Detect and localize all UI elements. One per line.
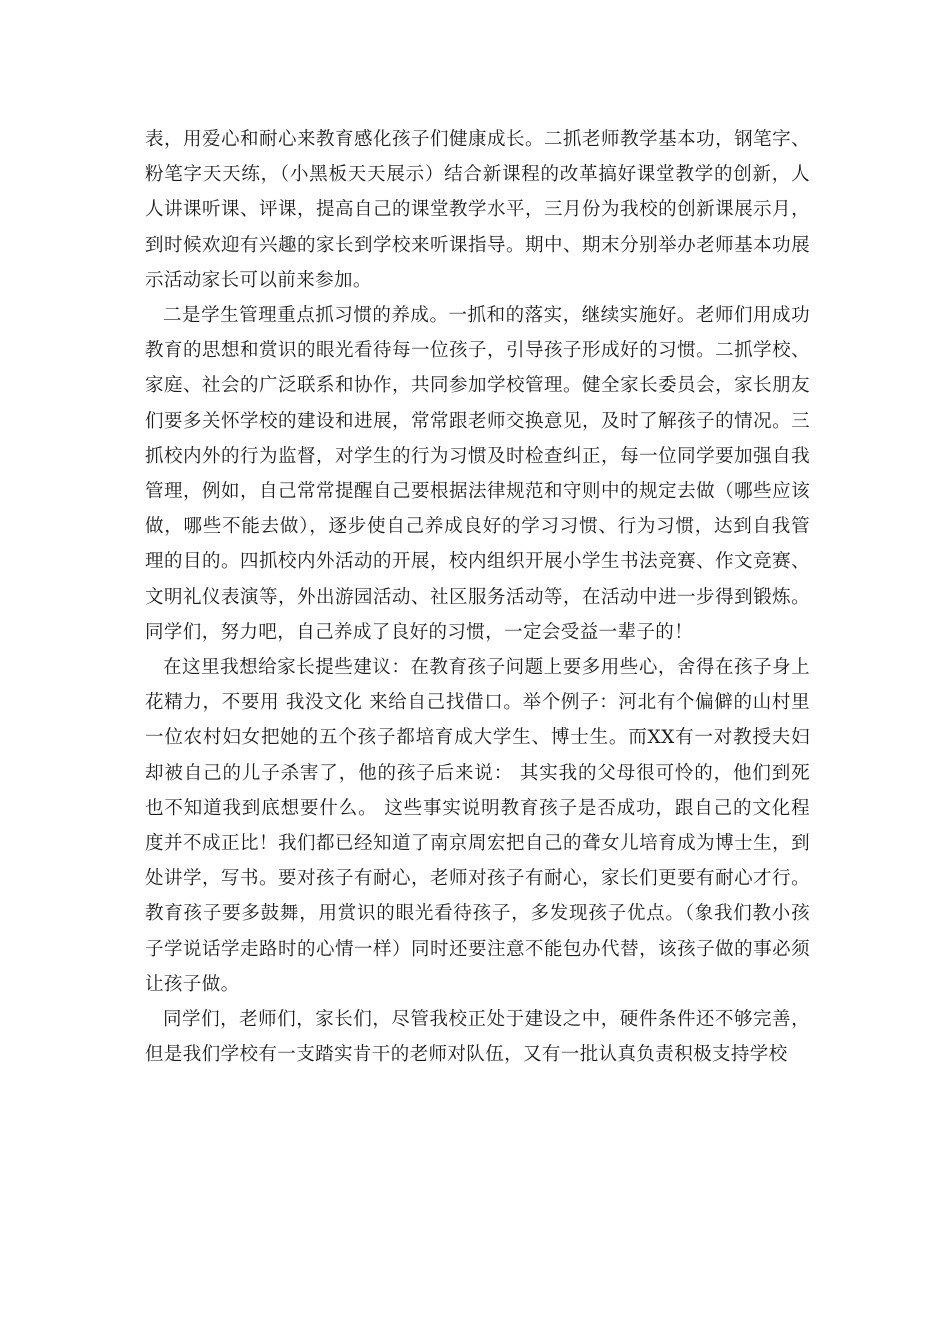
document-body: [145, 122, 810, 1072]
paragraph-1: 表，用爱心和耐心来教育感化孩子们健康成长。二抓老师教学基本功，钢笔字、粉笔字天天练，（小黑板天天展示）结合新课程的改革搞好课堂教学的创新，人人讲课听课、评课，提高自己的课堂教学水平，三月份为我校的创新课展示月，到时候欢迎有兴趣的家长到学校来听课指导。期中、期末分别举办老师基本功展示活动家长可以前来参加。: [145, 129, 810, 291]
paragraph-4: 同学们，老师们，家长们，尽管我校正处于建设之中，硬件条件还不够完善，但是我们学校有一支踏实肯干的老师对队伍，又有一批认真负责积极支持学校: [145, 1009, 810, 1066]
paragraph-2: 二是学生管理重点抓习惯的养成。一抓和的落实，继续实施好。老师们用成功教育的思想和赏识的眼光看待每一位孩子，引导孩子形成好的习惯。二抓学校、家庭、社会的广泛联系和协作，共同参加学校管理。健全家长委员会，家长朋友们要多关怀学校的建设和进展，常常跟老师交换意见，及时了解孩子的情况。三抓校内外的行为监督，对学生的行为习惯及时检查纠正，每一位同学要加强自我管理，例如，自己常常提醒自己要根据法律规范和守则中的规定去做（哪些应该做，哪些不能去做），逐步使自己养成良好的学习习惯、行为习惯，达到自我管理的目的。四抓校内外活动的开展，校内组织开展小学生书法竞赛、作文竞赛、文明礼仪表演等，外出游园活动、社区服务活动等，在活动中进一步得到锻炼。同学们，努力吧，自己养成了良好的习惯，一定会受益一辈子的！: [145, 305, 810, 643]
paragraph-3: 在这里我想给家长提些建议：在教育孩子问题上要多用些心，舍得在孩子身上花精力，不要用 我没文化 来给自己找借口。举个例子：河北有个偏僻的山村里一位农村妇女把她的五个孩子都培育成大学生、博士生。而XX有一对教授夫妇却被自己的儿子杀害了，他的孩子后来说： 其实我的父母很可怜的，他们到死也不知道我到底想要什么。 这些事实说明教育孩子是否成功，跟自己的文化程度并不成正比！我们都已经知道了南京周宏把自己的聋女儿培育成为博士生，到处讲学，写书。要对孩子有耐心，老师对孩子有耐心，家长们更要有耐心才行。教育孩子要多鼓舞，用赏识的眼光看待孩子，多发现孩子优点。（象我们教小孩子学说话学走路时的心情一样）同时还要注意不能包办代替，该孩子做的事必须让孩子做。: [145, 657, 810, 995]
